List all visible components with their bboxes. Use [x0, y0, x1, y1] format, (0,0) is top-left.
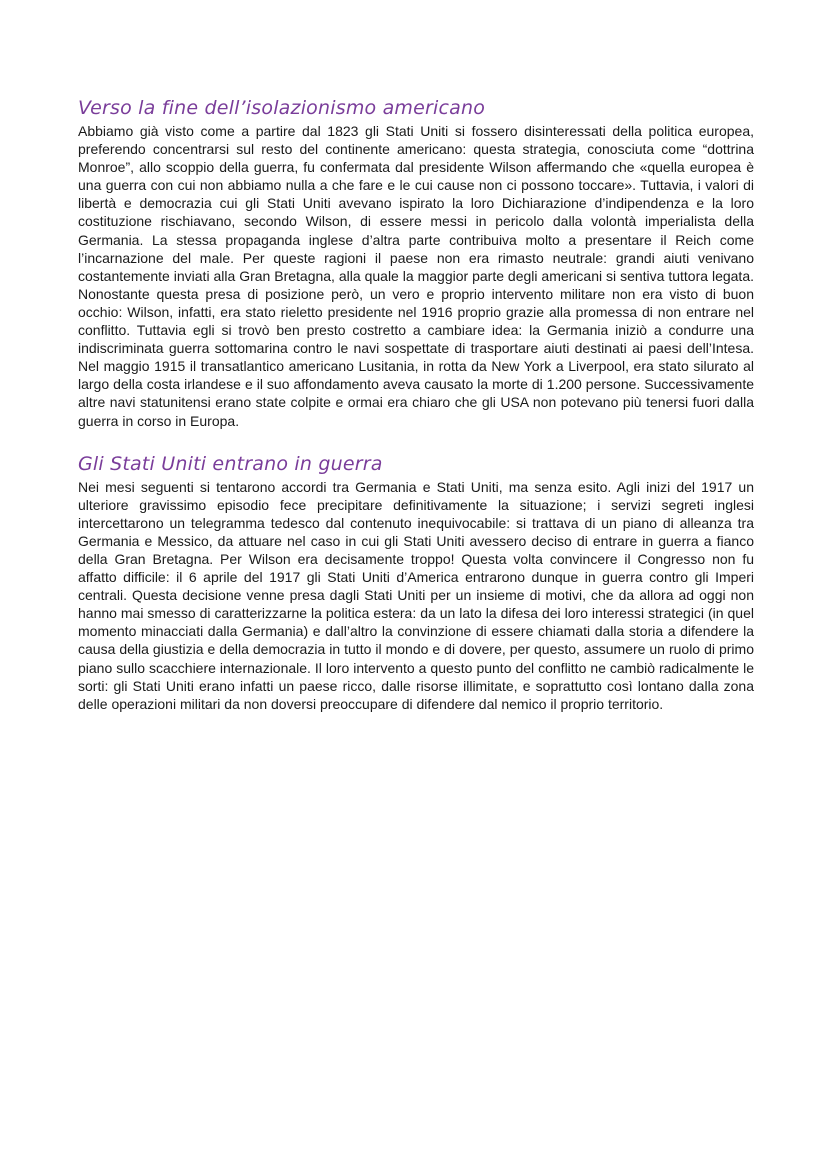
section-us-enters-war	[78, 452, 754, 713]
section-paragraph: Nei mesi seguenti si tentarono accordi tra Germania e Stati Uniti, ma senza esito. Agli inizi del 1917 un ulteriore gravissimo episodio fece precipitare definitivamente la situazione; i servizi segreti inglesi intercettarono un telegramma tedesco dal contenuto inequivocabile: si trattava di un piano di alleanza tra Germania e Messico, da attuare nel caso in cui gli Stati Uniti avessero deciso di entrare in guerra a fianco della Gran Bretagna. Per Wilson era decisamente troppo! Questa volta convincere il Congresso non fu affatto difficile: il 6 aprile del 1917 gli Stati Uniti d’America entrarono dunque in guerra contro gli Imperi centrali. Questa decisione venne presa dagli Stati Uniti per un insieme di motivi, che da allora ad oggi non hanno mai smesso di caratterizzarne la politica estera: da un lato la difesa dei loro interessi strategici (in quel momento minacciati dalla Germania) e dall’altro la convinzione di essere chiamati dalla storia a difendere la causa della giustizia e della democrazia in tutto il mondo e di dovere, per questo, assumere un ruolo di primo piano sullo scacchiere internazionale. Il loro intervento a questo punto del conflitto ne cambiò radicalmente le sorti: gli Stati Uniti erano infatti un paese ricco, dalle risorse illimitate, e soprattutto così lontano dalla zona delle operazioni militari da non doversi preoccupare di difendere dal nemico il proprio territorio.	[78, 478, 754, 712]
section-paragraph: Abbiamo già visto come a partire dal 1823 gli Stati Uniti si fossero disinteressati della politica europea, preferendo concentrarsi sul resto del continente americano: questa strategia, conosciuta come “dottrina Monroe”, allo scoppio della guerra, fu confermata dal presidente Wilson affermando che «quella europea è una guerra con cui non abbiamo nulla a che fare e le cui cause non ci possono toccare». Tuttavia, i valori di libertà e democrazia cui gli Stati Uniti avevano ispirato la loro Dichiarazione d’indipendenza e la loro costituzione rischiavano, secondo Wilson, di essere messi in pericolo dalla volontà imperialista della Germania. La stessa propaganda inglese d’altra parte contribuiva molto a presentare il Reich come l’incarnazione del male. Per queste ragioni il paese non era rimasto neutrale: grandi aiuti venivano costantemente inviati alla Gran Bretagna, alla quale la maggior parte degli americani si sentiva tuttora legata. Nonostante questa presa di posizione però, un vero e proprio intervento militare non era visto di buon occhio: Wilson, infatti, era stato rieletto presidente nel 1916 proprio grazie alla promessa di non entrare nel conflitto. Tuttavia egli si trovò ben presto costretto a cambiare idea: la Germania iniziò a condurre una indiscriminata guerra sottomarina contro le navi sospettate di trasportare aiuti destinati ai paesi dell’Intesa. Nel maggio 1915 il transatlantico americano Lusitania, in rotta da New York a Liverpool, era stato silurato al largo della costa irlandese e il suo affondamento aveva causato la morte di 1.200 persone. Successivamente altre navi statunitensi erano state colpite e ormai era chiaro che gli USA non potevano più tenersi fuori dalla guerra in corso in Europa.	[78, 123, 754, 429]
document-page	[78, 96, 754, 713]
section-heading: Gli Stati Uniti entrano in guerra	[78, 452, 383, 475]
section-isolationism	[78, 96, 754, 430]
section-heading: Verso la fine dell’isolazionismo americano	[78, 97, 486, 119]
